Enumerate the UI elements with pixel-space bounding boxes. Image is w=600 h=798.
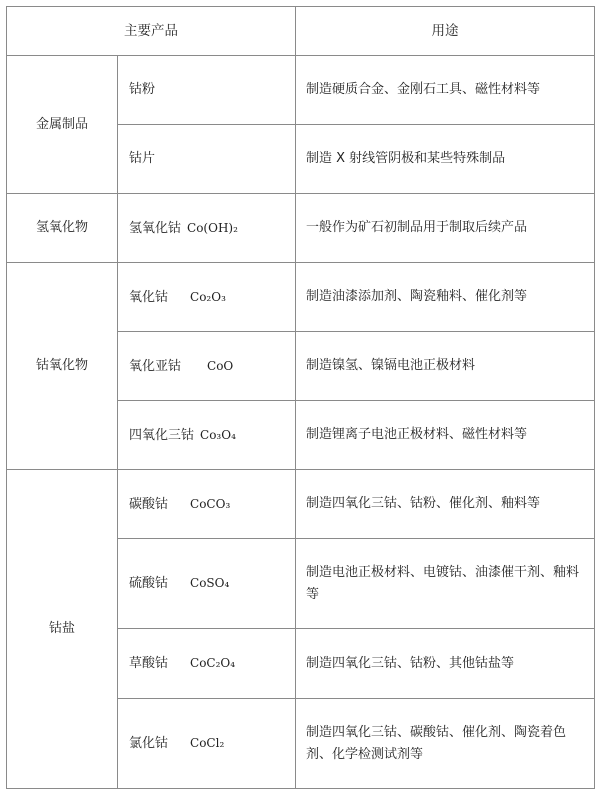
product-cell: [118, 470, 296, 539]
product-cell: [118, 629, 296, 699]
use-cell: 制造电池正极材料、电镀钴、油漆催干剂、釉料等: [296, 539, 595, 629]
category-cell: 金属制品: [7, 56, 118, 194]
use-cell: 制造 X 射线管阴极和某些特殊制品: [296, 125, 595, 194]
product-formula: Co₃O₄: [200, 427, 236, 442]
product-name: 钴片: [129, 151, 156, 166]
use-cell: 一般作为矿石初制品用于制取后续产品: [296, 194, 595, 263]
product-cell: [118, 401, 296, 470]
product-cell: [118, 263, 296, 332]
product-cell: [118, 194, 296, 263]
product-name: 草酸钴: [129, 656, 169, 671]
product-name: 氧化钴: [129, 289, 169, 305]
product-formula: CoSO₄: [190, 576, 230, 590]
table-row: [7, 263, 595, 332]
table-row: [7, 470, 595, 539]
use-cell: 制造锂离子电池正极材料、磁性材料等: [296, 401, 595, 470]
product-cell: [118, 539, 296, 629]
table-row: [7, 56, 595, 125]
product-name: 氧化亚钴: [129, 358, 182, 374]
use-cell: 制造四氧化三钴、钴粉、催化剂、釉料等: [296, 470, 595, 539]
product-name: 四氧化三钴: [129, 427, 195, 443]
use-cell: 制造四氧化三钴、碳酸钴、催化剂、陶瓷着色剂、化学检测试剂等: [296, 699, 595, 789]
table-row: [7, 194, 595, 263]
product-formula: Co(OH)₂: [187, 220, 238, 235]
product-cell: [118, 332, 296, 401]
use-cell: 制造四氧化三钴、钴粉、其他钴盐等: [296, 629, 595, 699]
category-cell: 钴盐: [7, 470, 118, 789]
product-cell: [118, 56, 296, 125]
product-cell: [118, 125, 296, 194]
product-formula: CoC₂O₄: [190, 656, 236, 670]
category-cell: 氢氧化物: [7, 194, 118, 263]
use-cell: 制造硬质合金、金刚石工具、磁性材料等: [296, 56, 595, 125]
product-name: 碳酸钴: [129, 496, 169, 512]
category-cell: 钴氧化物: [7, 263, 118, 470]
product-name: 硫酸钴: [129, 576, 169, 591]
product-formula: CoCl₂: [190, 736, 225, 750]
header-row: [7, 7, 595, 56]
header-use: 用途: [296, 7, 595, 56]
product-cell: [118, 699, 296, 789]
product-name: 钴粉: [129, 82, 156, 97]
product-name: 氢氧化钴: [129, 220, 182, 236]
header-product: 主要产品: [7, 7, 296, 56]
product-formula: Co₂O₃: [190, 289, 226, 304]
use-cell: 制造油漆添加剂、陶瓷釉料、催化剂等: [296, 263, 595, 332]
use-cell: 制造镍氢、镍镉电池正极材料: [296, 332, 595, 401]
product-name: 氯化钴: [129, 736, 169, 751]
cobalt-products-table: [6, 6, 595, 789]
product-formula: CoO: [207, 358, 234, 373]
product-formula: CoCO₃: [190, 496, 231, 511]
